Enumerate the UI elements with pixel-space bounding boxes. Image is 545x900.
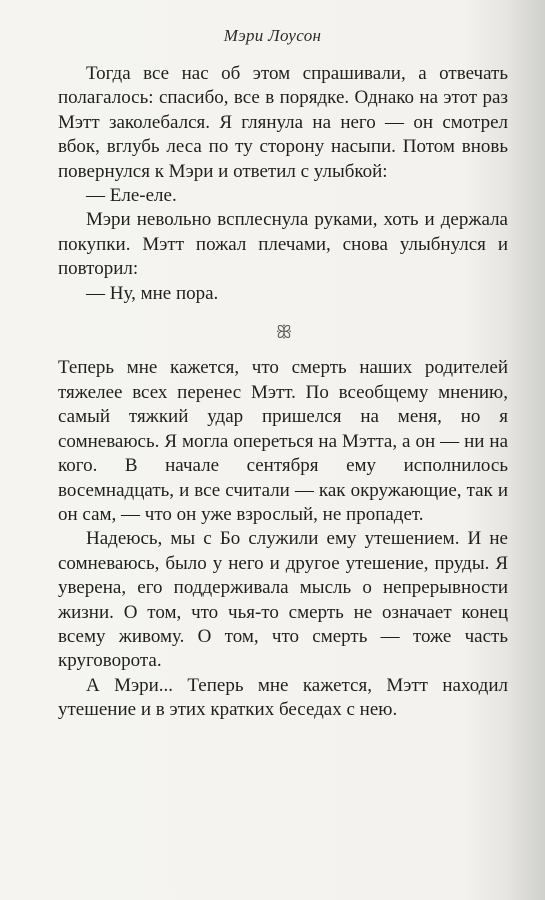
dialogue-2: — Ну, мне пора.	[86, 282, 219, 304]
body-text	[58, 62, 508, 723]
paragraph-4: Надеюсь, мы с Бо служили ему утешением. И не сомневаюсь, было у него и другое утешение, пруды. Я уверена, его поддерживала мысль о непрерывности жизни. О том, что чья-то смерть не означает конец всему живому. О том, что смерть — тоже часть круговорота.	[58, 528, 508, 672]
dialogue-1: — Еле-еле.	[86, 185, 177, 207]
paragraph-3: Теперь мне кажется, что смерть наших родителей тяжелее всех перенес Мэтт. По всеобщему мнению, самый тяжкий удар пришелся на меня, но я сомневаюсь. Я могла опереться на Мэтта, а он — ни на кого. В начале сентября ему исполнилось восемнадцать, и все считали — как окружающие, так и он сам, — что он уже взрослый, не пропадет.	[58, 357, 508, 525]
paragraph-5: А Мэри... Теперь мне кажется, Мэтт находил утешение и в этих кратких беседах с нею.	[58, 674, 508, 721]
section-break-ornament-icon: ꕥ	[275, 322, 291, 343]
running-head: Мэри Лоусон	[223, 26, 322, 45]
paragraph-2: Мэри невольно всплеснула руками, хоть и держала покупки. Мэтт пожал плечами, снова улыбнулся и повторил:	[58, 209, 508, 280]
paragraph-1: Тогда все нас об этом спрашивали, а отвечать полагалось: спасибо, все в порядке. Однако на этот раз Мэтт заколебался. Я глянула на него — он смотрел вбок, вглубь леса по ту сторону насыпи. Потом вновь повернулся к Мэри и ответил с улыбкой:	[58, 63, 508, 182]
